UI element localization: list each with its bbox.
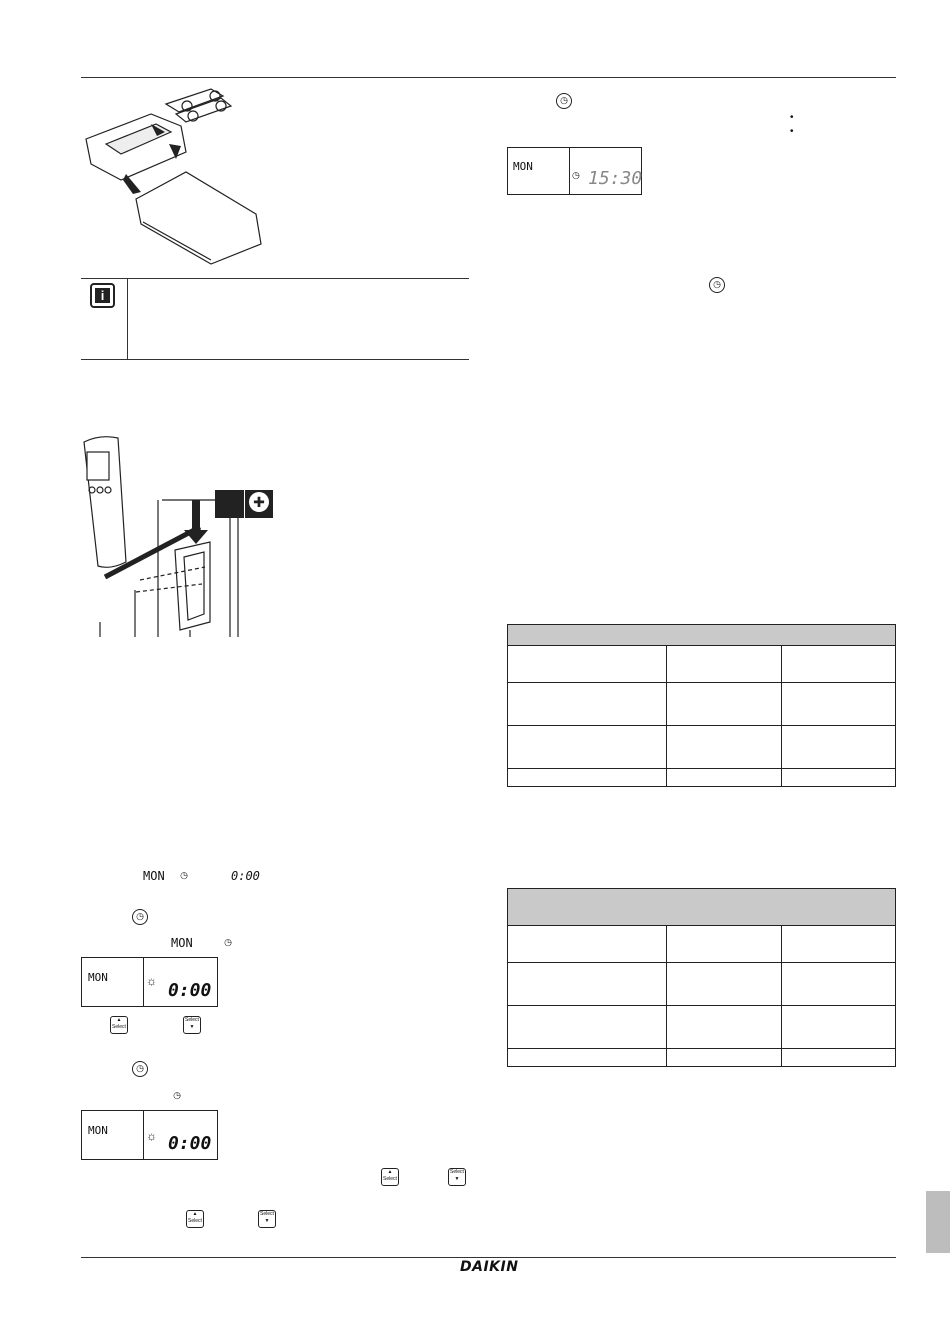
table-row [508, 926, 896, 963]
note-divider [127, 279, 128, 360]
lcd-time: 0:00 [168, 1133, 212, 1154]
lcd-day: MON [513, 160, 533, 173]
clock-icon: ◷ [572, 170, 580, 180]
table-header-row [508, 625, 896, 646]
inline-day-label: MON [143, 869, 165, 883]
select-down-button[interactable]: Select ▼ [183, 1016, 201, 1034]
table-row [508, 963, 896, 1006]
inline-time-label: 0:00 [231, 869, 260, 883]
select-down-button[interactable]: Select ▼ [258, 1210, 276, 1228]
screw-icon: ✚ [249, 492, 269, 512]
note-bottom-rule [81, 359, 469, 360]
table-row [508, 646, 896, 683]
lcd-display-set-time [507, 147, 642, 195]
table-row [508, 769, 896, 787]
bullet-dot: • [790, 112, 794, 123]
clock-button-icon[interactable] [556, 93, 572, 109]
clock-icon [178, 869, 190, 881]
lcd-display-blinking-time [81, 1110, 218, 1160]
lcd-display-blinking-day [81, 957, 218, 1007]
clock-button-icon[interactable] [132, 1061, 148, 1077]
clock-button-icon[interactable] [709, 277, 725, 293]
header-rule [81, 77, 896, 78]
inline-day-label-2: MON [171, 936, 193, 950]
clock-icon [171, 1089, 183, 1101]
info-icon-glyph: i [95, 288, 110, 303]
select-up-button[interactable]: ▲ Select [381, 1168, 399, 1186]
info-icon [90, 283, 115, 308]
footer-rule [81, 1257, 896, 1258]
chapter-thumb-tab [926, 1191, 950, 1253]
lcd-day: MON [88, 971, 108, 984]
lcd-time: 15:30 [588, 168, 643, 189]
bullet-dot: • [790, 126, 794, 137]
battery-insertion-figure [81, 84, 281, 269]
select-up-button[interactable]: ▲ Select [186, 1210, 204, 1228]
wall-holder-figure [80, 432, 280, 637]
blink-rays-icon: ☼ [146, 1129, 157, 1143]
note-top-rule [81, 278, 469, 279]
table-2 [507, 888, 896, 1067]
select-up-button[interactable]: ▲ Select [110, 1016, 128, 1034]
screwdriver-badge [215, 490, 273, 518]
clock-icon [222, 936, 234, 948]
blink-rays-icon: ☼ [146, 974, 157, 988]
lcd-time: 0:00 [168, 980, 212, 1001]
table-row [508, 1049, 896, 1067]
lcd-day: MON [88, 1124, 108, 1137]
select-down-button[interactable]: Select ▼ [448, 1168, 466, 1186]
clock-button-icon[interactable] [132, 909, 148, 925]
table-1 [507, 624, 896, 787]
brand-logo: DAIKIN [460, 1259, 519, 1275]
table-header-row [508, 889, 896, 926]
table-row [508, 1006, 896, 1049]
table-row [508, 683, 896, 726]
table-row [508, 726, 896, 769]
